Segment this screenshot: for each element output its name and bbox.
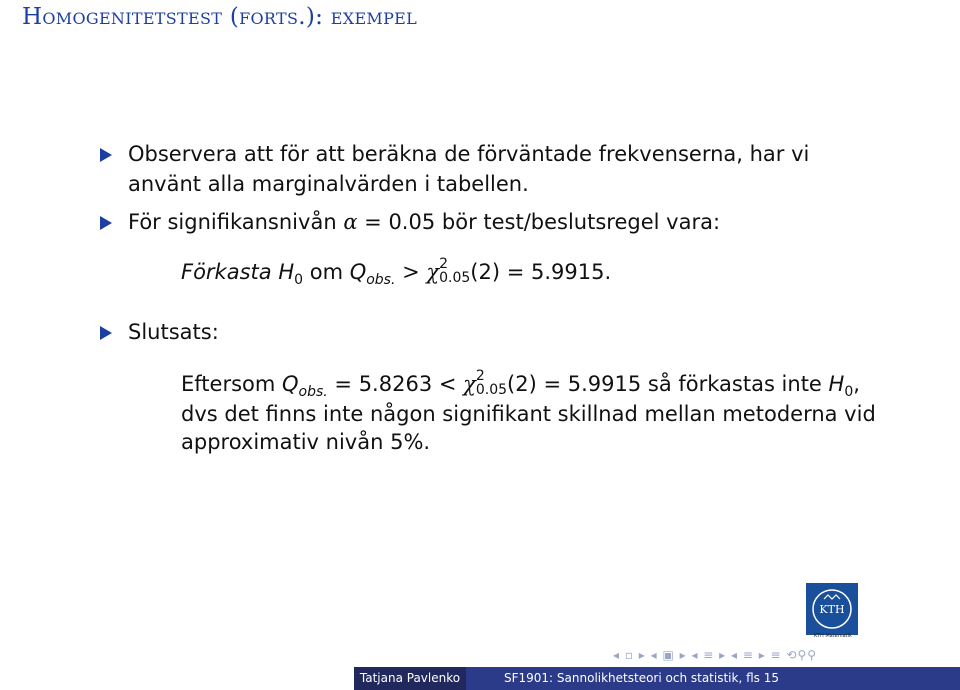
kth-logo [806, 583, 858, 635]
h-subscript: 0 [844, 384, 854, 401]
alpha-value: = 0.05 [357, 210, 436, 234]
bullet-marker-icon [100, 326, 112, 340]
bullet-marker-icon [100, 148, 112, 162]
chi-superscript: 2 [439, 256, 449, 272]
footer-course-text: SF1901: Sannolikhetsteori och statistik, fls 15 [504, 671, 779, 685]
gt-sign: > [395, 260, 427, 284]
q-subscript: obs. [366, 272, 396, 289]
bullet-2-prefix: För signifikansnivån [128, 210, 344, 234]
om-word: om [303, 260, 350, 284]
navigation-symbols[interactable]: ◂ ▫ ▸ ◂ ▣ ▸ ◂ ≡ ▸ ◂ ≡ ▸ ≡ ⟲⚲⚲ [613, 648, 818, 662]
footer-course [466, 667, 960, 690]
chi-subscript: 0.05 [439, 270, 471, 286]
chi-subscript: 0.05 [475, 382, 508, 398]
kth-crest-icon [806, 583, 858, 635]
conclusion-lead: Eftersom [181, 372, 283, 396]
h-symbol: H [828, 372, 845, 396]
conclusion-label: Slutsats: [128, 320, 219, 344]
decision-rule [181, 258, 611, 287]
bullet-2-suffix: bör test/beslutsregel vara: [435, 210, 721, 234]
conclusion-mid: (2) = 5.9915 så förkastas inte [507, 372, 829, 396]
q-value: = 5.8263 < [327, 372, 464, 396]
bullet-1-line-2: använt alla marginalvärden i tabellen. [128, 172, 529, 196]
chi-symbol: χ [426, 260, 440, 284]
logo-label: KTH Matematik [814, 633, 852, 639]
alpha-symbol: α [343, 210, 358, 234]
h-subscript: 0 [294, 272, 304, 289]
rule-rest: (2) = 5.9915. [470, 260, 612, 284]
bullet-marker-icon [100, 216, 112, 230]
q-subscript: obs. [298, 384, 328, 401]
conclusion-comma: , [853, 372, 860, 396]
conclusion-line-2: dvs det finns inte någon signifikant skillnad mellan metoderna vid [181, 402, 876, 426]
h-symbol: H [278, 260, 295, 284]
chi-symbol: χ [463, 372, 476, 396]
bullet-2 [128, 208, 720, 237]
bullet-1-line-1: Observera att för att beräkna de förväntade frekvenserna, har vi [128, 142, 810, 166]
conclusion-line-3: approximativ nivån 5%. [181, 430, 431, 454]
slide-title: Homogenitetstest (forts.): exempel [22, 4, 418, 30]
chi-superscript: 2 [475, 368, 485, 384]
conclusion-line-1 [181, 370, 860, 399]
svg-text:KTH: KTH [819, 603, 845, 616]
reject-word: Förkasta [181, 260, 272, 284]
q-symbol: Q [282, 372, 299, 396]
footer-author: Tatjana Pavlenko [354, 667, 466, 690]
q-symbol: Q [349, 260, 367, 284]
